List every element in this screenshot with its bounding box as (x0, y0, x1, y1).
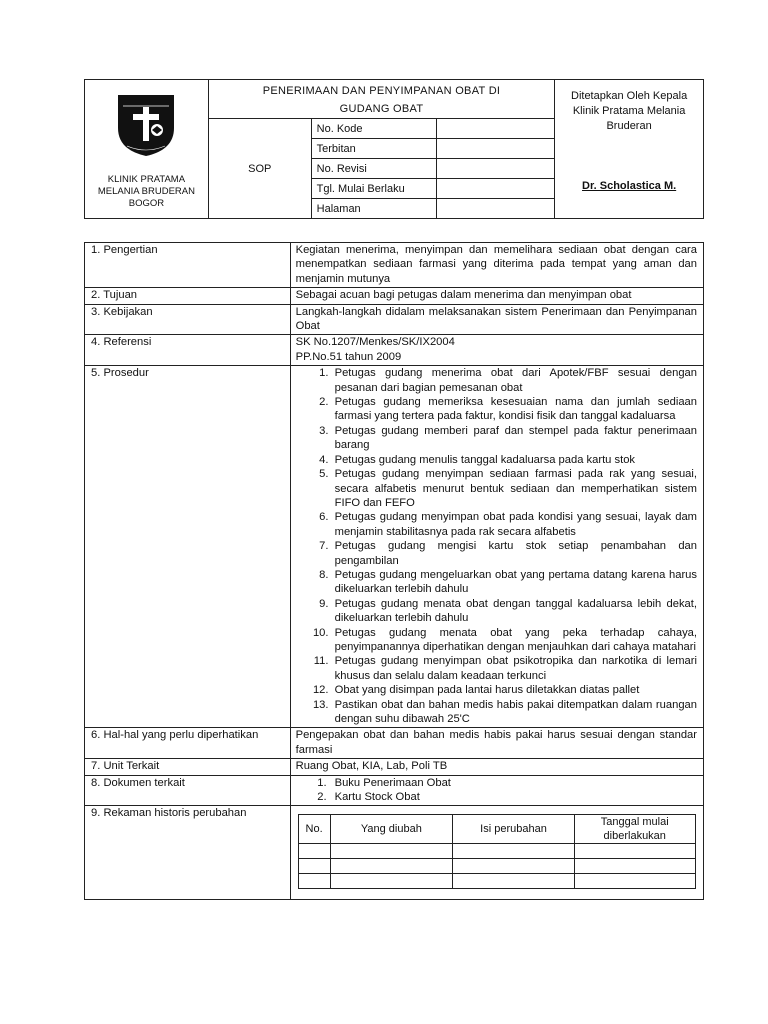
procedure-step: 1. Petugas gudang menerima obat dari Apotek/FBF sesuai dengan pesanan dari bagian pemesanan obat (332, 366, 697, 395)
document-list-item: 1. Buku Penerimaan Obat (317, 776, 451, 789)
clinic-logo-cell (85, 80, 209, 219)
meta-label-no-kode: No. Kode (311, 119, 437, 139)
section-text: Ruang Obat, KIA, Lab, Poli TB (290, 759, 703, 775)
reference-line: PP.No.51 tahun 2009 (295, 350, 402, 363)
section-text: Kegiatan menerima, menyimpan dan memelihara sediaan obat dengan cara menempatkan sediaan farmasi yang diterima pada tempat yang aman dan menjamin mutunya (290, 243, 703, 288)
history-row (298, 844, 695, 859)
sop-title: PENERIMAAN DAN PENYIMPANAN OBAT DI GUDANG OBAT (208, 80, 554, 119)
procedure-step: 13. Pastikan obat dan bahan medis habis pakai ditempatkan dalam ruangan dengan suhu dibawah 25'C (332, 698, 697, 727)
procedure-step: 8. Petugas gudang mengeluarkan obat yang pertama datang karena harus dikeluarkan terlebih dahulu (332, 568, 697, 597)
section-text: Langkah-langkah didalam melaksanakan sistem Penerimaan dan Penyimpanan Obat (290, 304, 703, 335)
history-row (298, 874, 695, 889)
procedure-step: 3. Petugas gudang memberi paraf dan stempel pada faktur penerimaan barang (332, 424, 697, 453)
approval-line3: Bruderan (606, 120, 652, 132)
reference-line: SK No.1207/Menkes/SK/IX2004 (295, 336, 455, 349)
history-col-changed: Yang diubah (330, 815, 453, 844)
procedure-step: 5. Petugas gudang menyimpan sediaan farmasi pada rak yang sesuai, secara alfabetis menurut bentuk sediaan dan memperhatikan sistem FIFO dan FEFO (332, 467, 697, 510)
section-hal-hal (85, 728, 704, 759)
approval-line2: Klinik Pratama Melania (572, 105, 686, 117)
section-unit-terkait (85, 759, 704, 775)
section-text: Pengepakan obat dan bahan medis habis pakai harus sesuai dengan standar farmasi (290, 728, 703, 759)
meta-label-no-revisi: No. Revisi (311, 159, 437, 179)
procedure-step: 4. Petugas gudang menulis tanggal kadaluarsa pada kartu stok (332, 453, 697, 467)
approval-cell (555, 80, 704, 219)
section-kebijakan (85, 304, 704, 335)
section-pengertian (85, 243, 704, 288)
section-label: 3. Kebijakan (85, 304, 291, 335)
section-label: 8. Dokumen terkait (85, 775, 291, 806)
signatory-name: Dr. Scholastica M. (582, 180, 677, 192)
section-label: 2. Tujuan (85, 288, 291, 304)
section-text: Sebagai acuan bagi petugas dalam menerima dan menyimpan obat (290, 288, 703, 304)
clinic-name-line3: BOGOR (128, 198, 165, 209)
clinic-name-line1: KLINIK PRATAMA (107, 174, 186, 185)
history-col-no: No. (298, 815, 330, 844)
procedure-step: 11. Petugas gudang menyimpan obat psikotropika dan narkotika di lemari khusus dan selalu dalam keadaan terkunci (332, 654, 697, 683)
history-col-content: Isi perubahan (453, 815, 575, 844)
document-list (296, 776, 697, 805)
section-label: 7. Unit Terkait (85, 759, 291, 775)
section-label: 4. Referensi (85, 335, 291, 366)
section-label: 6. Hal-hal yang perlu diperhatikan (85, 728, 291, 759)
sop-content-table (84, 242, 704, 900)
meta-value-halaman (437, 199, 555, 219)
procedure-step: 9. Petugas gudang menata obat dengan tanggal kadaluarsa lebih dekat, dikeluarkan terlebih dahulu (332, 597, 697, 626)
procedure-step: 10. Petugas gudang menata obat yang peka terhadap cahaya, penyimpanannya diperhatikan dengan menjauhkan dari cahaya matahari (332, 626, 697, 655)
history-header-row (298, 815, 695, 844)
section-prosedur (85, 366, 704, 728)
section-referensi (85, 335, 704, 366)
approval-line1: Ditetapkan Oleh Kepala (571, 90, 688, 102)
meta-label-halaman: Halaman (311, 199, 437, 219)
procedure-step: 12. Obat yang disimpan pada lantai harus diletakkan diatas pallet (332, 683, 697, 697)
document-list-item: 2. Kartu Stock Obat (317, 791, 420, 804)
procedure-step: 7. Petugas gudang mengisi kartu stok setiap penambahan dan pengambilan (332, 539, 697, 568)
meta-value-tgl-mulai (437, 179, 555, 199)
meta-value-no-revisi (437, 159, 555, 179)
meta-label-terbitan: Terbitan (311, 139, 437, 159)
sop-label: SOP (208, 119, 311, 219)
section-label: 9. Rekaman historis perubahan (85, 806, 291, 900)
meta-label-tgl-mulai: Tgl. Mulai Berlaku (311, 179, 437, 199)
clinic-name-line2: MELANIA BRUDERAN (97, 186, 195, 197)
sop-header-table (84, 79, 704, 219)
section-label: 1. Pengertian (85, 243, 291, 288)
history-col-date: Tanggal mulai diberlakukan (574, 815, 695, 844)
section-label: 5. Prosedur (85, 366, 291, 728)
meta-value-no-kode (437, 119, 555, 139)
procedure-step: 2. Petugas gudang memeriksa kesesuaian nama dan jumlah sediaan farmasi yang tertera pada faktur, kondisi fisik dan tanggal kadaluarsa (332, 395, 697, 424)
section-dokumen-terkait (85, 775, 704, 806)
meta-value-terbitan (437, 139, 555, 159)
section-tujuan (85, 288, 704, 304)
procedure-steps (296, 366, 697, 726)
section-rekaman-historis (85, 806, 704, 900)
clinic-logo-shield-icon (115, 92, 177, 158)
history-table (298, 814, 696, 889)
history-row (298, 859, 695, 874)
procedure-step: 6. Petugas gudang menyimpan obat pada kondisi yang sesuai, layak dam menjamin stabilitasnya pada rak secara alfabetis (332, 510, 697, 539)
